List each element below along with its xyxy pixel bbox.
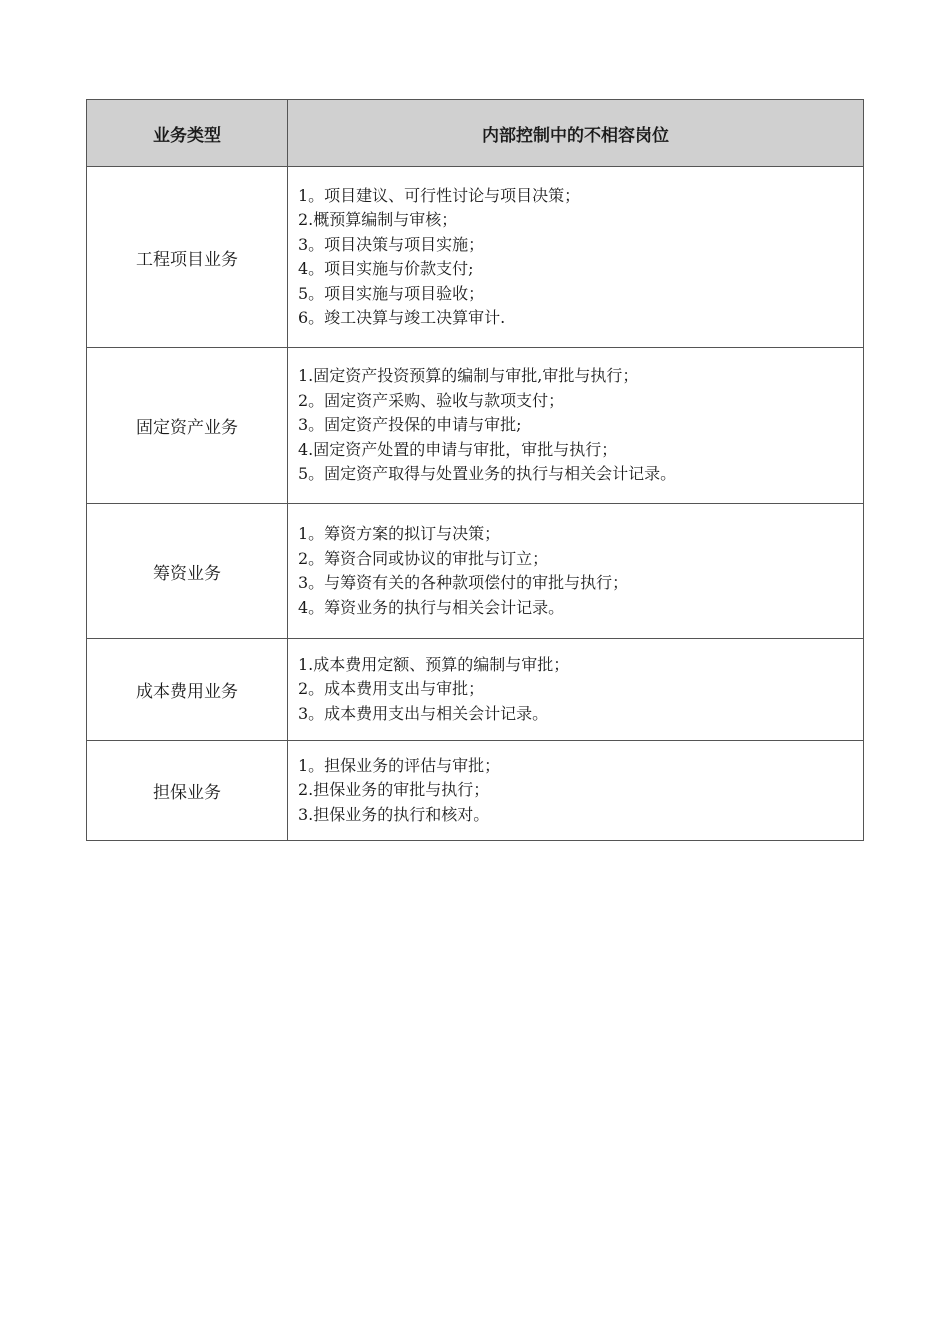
header-business-type: 业务类型 bbox=[87, 100, 288, 167]
list-item: 3。项目决策与项目实施； bbox=[298, 234, 485, 254]
list-item: 2.概预算编制与审核； bbox=[298, 210, 458, 229]
table-row bbox=[87, 639, 864, 741]
business-type-cell: 筹资业务 bbox=[87, 504, 288, 639]
list-item: 6。竣工决算与竣工决算审计. bbox=[298, 308, 506, 327]
list-item: 1.成本费用定额、预算的编制与审批； bbox=[298, 654, 570, 674]
positions-cell bbox=[288, 504, 864, 639]
list-item: 3。成本费用支出与相关会计记录。 bbox=[298, 703, 549, 723]
list-item: 1.固定资产投资预算的编制与审批,审批与执行； bbox=[298, 366, 639, 386]
list-item: 1。担保业务的评估与审批； bbox=[298, 755, 501, 775]
list-item: 2。筹资合同或协议的审批与订立； bbox=[298, 548, 549, 568]
list-item: 4。筹资业务的执行与相关会计记录。 bbox=[298, 597, 565, 617]
list-item: 2。成本费用支出与审批； bbox=[298, 679, 485, 699]
business-type-cell: 工程项目业务 bbox=[87, 167, 288, 348]
list-item: 4.固定资产处置的申请与审批，审批与执行； bbox=[298, 439, 618, 459]
positions-cell bbox=[288, 639, 864, 741]
business-type-cell: 担保业务 bbox=[87, 741, 288, 841]
list-item: 5。固定资产取得与处置业务的执行与相关会计记录。 bbox=[298, 464, 677, 484]
list-item: 1。筹资方案的拟订与决策； bbox=[298, 524, 501, 543]
table-row bbox=[87, 504, 864, 639]
table-row bbox=[87, 348, 864, 504]
table-row bbox=[87, 741, 864, 841]
header-incompatible-positions: 内部控制中的不相容岗位 bbox=[288, 100, 864, 167]
positions-cell bbox=[288, 348, 864, 504]
positions-cell bbox=[288, 167, 864, 348]
list-item: 3.担保业务的执行和核对。 bbox=[298, 804, 490, 824]
list-item: 3。与筹资有关的各种款项偿付的审批与执行； bbox=[298, 573, 629, 592]
business-type-cell: 成本费用业务 bbox=[87, 639, 288, 741]
list-item: 5。项目实施与项目验收； bbox=[298, 283, 485, 303]
list-item: 2。固定资产采购、验收与款项支付； bbox=[298, 390, 565, 410]
list-item: 2.担保业务的审批与执行； bbox=[298, 780, 490, 800]
incompatible-positions-table bbox=[86, 99, 864, 841]
table-header-row bbox=[87, 100, 864, 167]
business-type-cell: 固定资产业务 bbox=[87, 348, 288, 504]
table-row bbox=[87, 167, 864, 348]
list-item: 1。项目建议、可行性讨论与项目决策； bbox=[298, 185, 581, 205]
list-item: 4。项目实施与价款支付; bbox=[298, 259, 474, 278]
control-table-container bbox=[86, 99, 864, 841]
positions-cell bbox=[288, 741, 864, 841]
list-item: 3。固定资产投保的申请与审批; bbox=[298, 415, 522, 435]
